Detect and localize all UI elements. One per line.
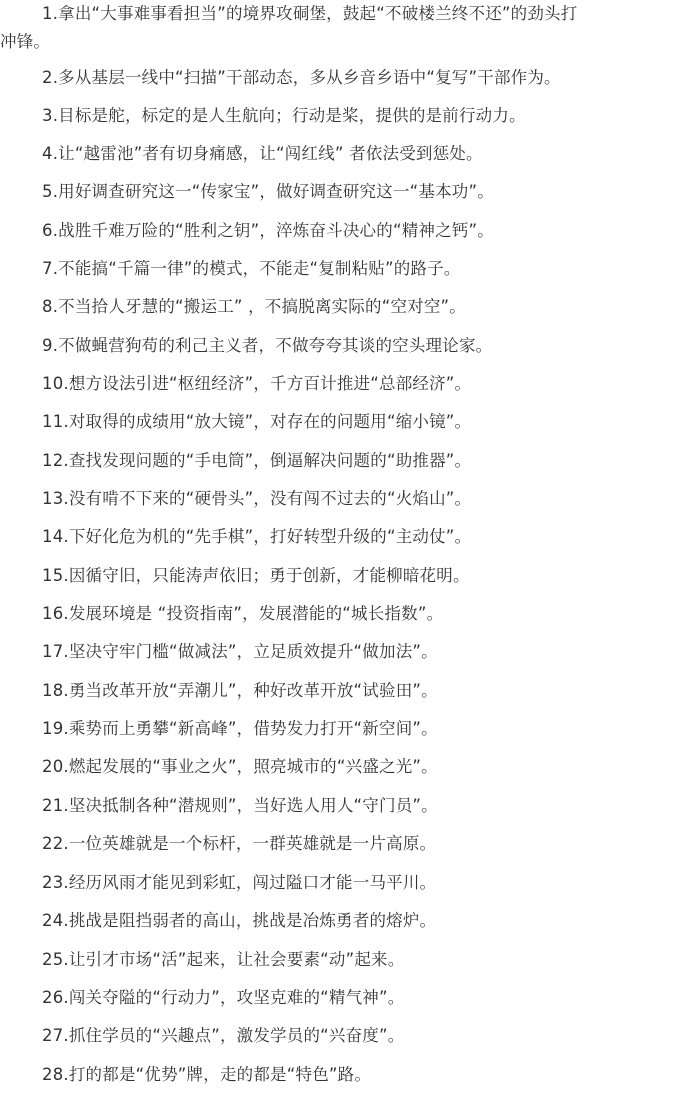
- list-item: [0, 796, 693, 816]
- item-text: 闯关夺隘的“行动力”，攻坚克难的“精气神”。: [68, 988, 405, 1007]
- item-number: 12.: [42, 451, 69, 470]
- item-number: 24.: [42, 911, 69, 930]
- item-text: 想方设法引进“枢纽经济”，千方百计推进“总部经济”。: [68, 374, 472, 393]
- item-number: 23.: [42, 873, 69, 892]
- item-number: 15.: [42, 566, 69, 585]
- item-text: 燃起发展的“事业之火”，照亮城市的“兴盛之光”。: [68, 757, 438, 776]
- list-item: [0, 681, 693, 701]
- item-number: 18.: [42, 681, 69, 700]
- item-number: 1.: [42, 4, 59, 23]
- item-text: 战胜千难万险的“胜利之钥”，淬炼奋斗决心的“精神之钙”。: [58, 221, 494, 240]
- item-number: 28.: [42, 1065, 69, 1084]
- item-number: 13.: [42, 489, 69, 508]
- list-item: [0, 834, 693, 854]
- item-number: 17.: [42, 642, 69, 661]
- item-number: 7.: [42, 259, 59, 278]
- list-item: [0, 259, 693, 279]
- item-text: 不做蝇营狗苟的利己主义者，不做夸夸其谈的空头理论家。: [58, 336, 493, 355]
- item-text: 挑战是阻挡弱者的高山，挑战是冶炼勇者的熔炉。: [68, 911, 437, 930]
- item-number: 27.: [42, 1026, 69, 1045]
- list-item: [0, 911, 693, 931]
- item-number: 25.: [42, 950, 69, 969]
- item-text: 发展环境是 “投资指南”，发展潜能的“城长指数”。: [68, 604, 444, 623]
- list-item: [0, 950, 693, 970]
- item-text: 勇当改革开放“弄潮儿”，种好改革开放“试验田”。: [68, 681, 438, 700]
- list-item: [0, 374, 693, 394]
- item-text: 目标是舵，标定的是人生航向；行动是桨，提供的是前行动力。: [58, 106, 526, 125]
- item-text: 乘势而上勇攀“新高峰”，借势发力打开“新空间”。: [68, 719, 438, 738]
- list-item: [0, 566, 693, 586]
- item-text: 不当拾人牙慧的“搬运工” ，不搞脱离实际的“空对空”。: [58, 297, 466, 316]
- item-number: 20.: [42, 757, 69, 776]
- list-item: [0, 144, 693, 164]
- item-text: 下好化危为机的“先手棋”，打好转型升级的“主动仗”。: [68, 527, 472, 546]
- item-number: 19.: [42, 719, 69, 738]
- item-number: 11.: [42, 412, 69, 431]
- list-item: [0, 1065, 693, 1085]
- item-number: 22.: [42, 834, 69, 853]
- item-text: 坚决抵制各种“潜规则”，当好选人用人“守门员”。: [68, 796, 438, 815]
- item-text: 用好调查研究这一“传家宝”，做好调查研究这一“基本功”。: [58, 182, 494, 201]
- item-text: 因循守旧，只能涛声依旧；勇于创新，才能柳暗花明。: [68, 566, 470, 585]
- item-number: 10.: [42, 374, 69, 393]
- item-number: 6.: [42, 221, 59, 240]
- item-number: 9.: [42, 336, 59, 355]
- item-text: 打的都是“优势”牌，走的都是“特色”路。: [68, 1065, 372, 1084]
- item-text: 一位英雄就是一个标杆，一群英雄就是一片高原。: [68, 834, 437, 853]
- list-item: [0, 719, 693, 739]
- list-item: [0, 873, 693, 893]
- list-item: [0, 604, 693, 624]
- list-item: [0, 297, 693, 317]
- item-number: 4.: [42, 144, 59, 163]
- list-item: [0, 336, 693, 356]
- list-item: [0, 68, 693, 88]
- item-number: 5.: [42, 182, 59, 201]
- list-item: [0, 4, 693, 24]
- item-text: 坚决守牢门槛“做减法”，立足质效提升“做加法”。: [68, 642, 438, 661]
- list-item: [0, 106, 693, 126]
- item-number: 8.: [42, 297, 59, 316]
- item-text: 抓住学员的“兴趣点”，激发学员的“兴奋度”。: [68, 1026, 405, 1045]
- item-text: 没有啃不下来的“硬骨头”，没有闯不过去的“火焰山”。: [68, 489, 472, 508]
- item-number: 26.: [42, 988, 69, 1007]
- item-text: 查找发现问题的“手电筒”，倒逼解决问题的“助推器”。: [68, 451, 472, 470]
- item-number: 21.: [42, 796, 69, 815]
- list-item: [0, 757, 693, 777]
- item-text-continuation: 冲锋。: [0, 32, 51, 51]
- item-text: 拿出“大事难事看担当”的境界攻硐堡，鼓起“不破楼兰终不还”的劲头打: [58, 4, 578, 23]
- list-item: [0, 182, 693, 202]
- item-number: 16.: [42, 604, 69, 623]
- item-number: 2.: [42, 68, 59, 87]
- item-number: 14.: [42, 527, 69, 546]
- list-item: [0, 412, 693, 432]
- list-item: [0, 988, 693, 1008]
- item-text: 让“越雷池”者有切身痛感，让“闯红线” 者依法受到惩处。: [58, 144, 483, 163]
- list-item-continuation: [0, 32, 693, 52]
- list-item: [0, 221, 693, 241]
- list-item: [0, 1026, 693, 1046]
- item-text: 经历风雨才能见到彩虹，闯过隘口才能一马平川。: [68, 873, 437, 892]
- list-item: [0, 489, 693, 509]
- item-text: 让引才市场“活”起来，让社会要素“动”起来。: [68, 950, 405, 969]
- item-text: 不能搞“千篇一律”的模式，不能走“复制粘贴”的路子。: [58, 259, 461, 278]
- item-number: 3.: [42, 106, 59, 125]
- item-text: 对取得的成绩用“放大镜”，对存在的问题用“缩小镜”。: [68, 412, 472, 431]
- list-item: [0, 451, 693, 471]
- item-text: 多从基层一线中“扫描”干部动态，多从乡音乡语中“复写”干部作为。: [58, 68, 561, 87]
- list-item: [0, 527, 693, 547]
- list-item: [0, 642, 693, 662]
